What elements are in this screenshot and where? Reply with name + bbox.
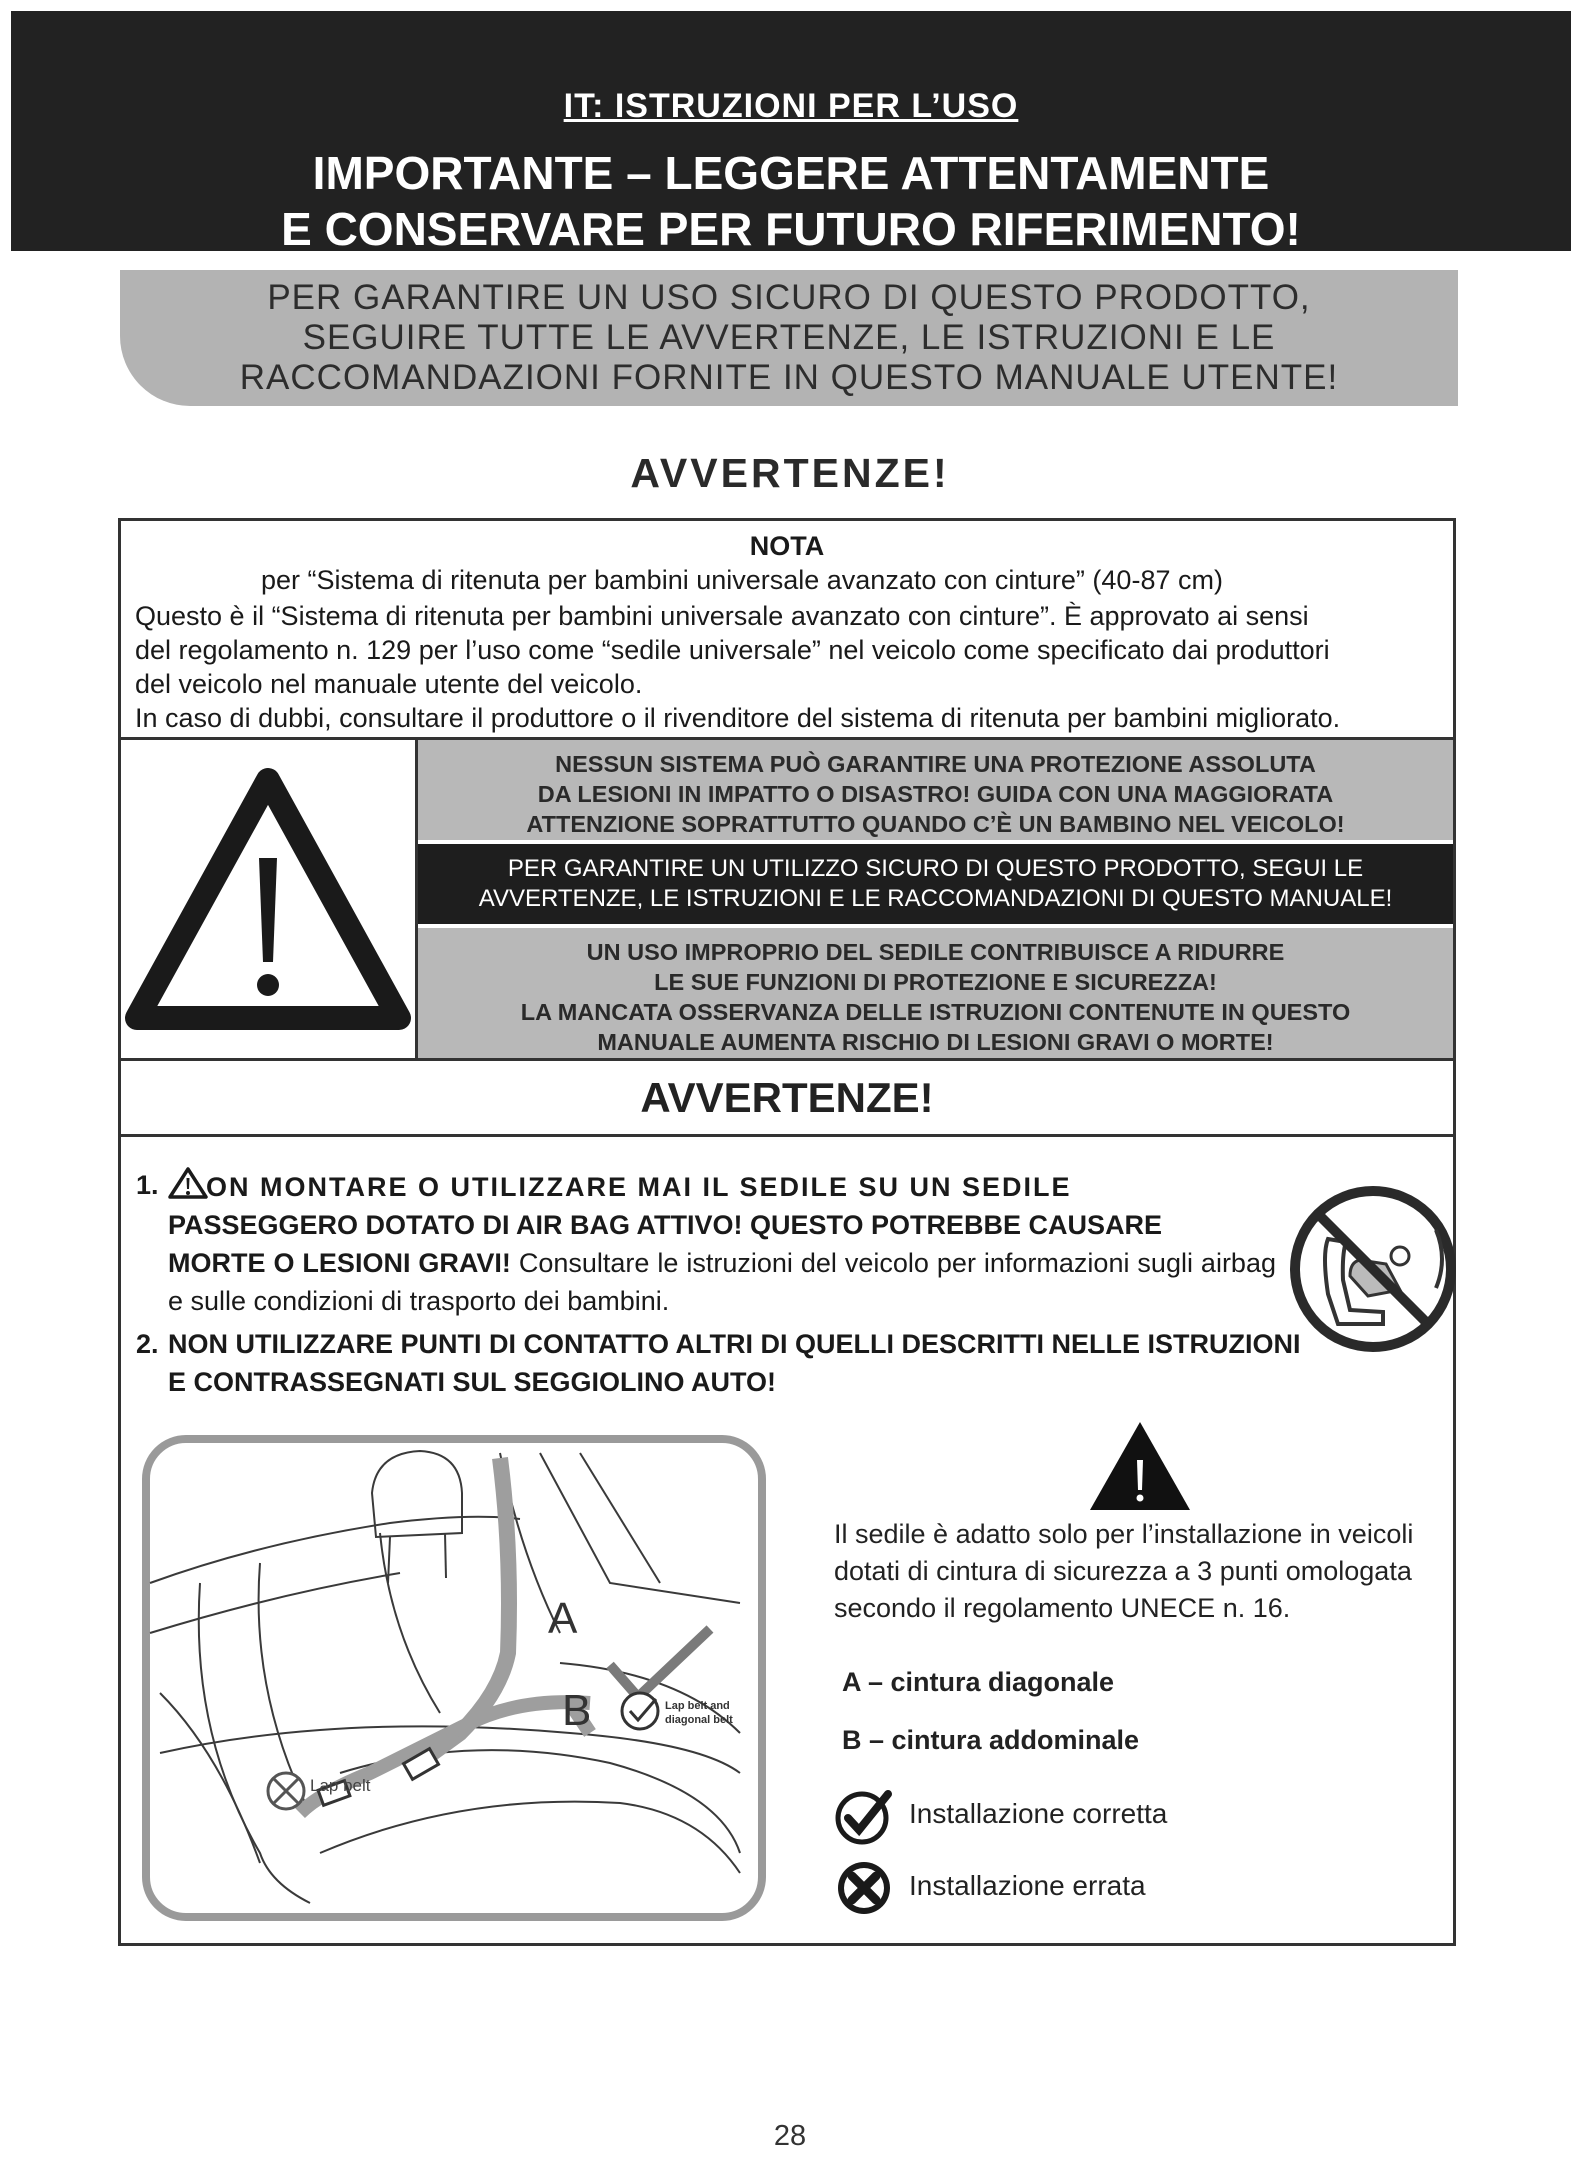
- page-headline: [11, 145, 1571, 257]
- page-header: [11, 11, 1571, 255]
- warning-text: ATTENZIONE SOPRATTUTTO QUANDO C’È UN BAMBINO NEL VEICOLO!: [526, 811, 1345, 837]
- label-b: B: [562, 1686, 592, 1735]
- warning-text: MANUALE AUMENTA RISCHIO DI LESIONI GRAVI O MORTE!: [597, 1029, 1274, 1055]
- page-number: 28: [773, 2120, 807, 2152]
- item-number: 1.: [136, 1170, 159, 1200]
- caution-triangle-icon: [1088, 1420, 1192, 1512]
- item-1-bold-line-3: MORTE O LESIONI GRAVI!: [168, 1248, 511, 1278]
- label-a: A: [548, 1594, 578, 1643]
- safety-banner: [120, 270, 1458, 406]
- nota-line-3: del veicolo nel manuale utente del veicolo.: [135, 669, 643, 699]
- legend-correct-label: Installazione corretta: [909, 1798, 1168, 1829]
- lap-diag-label-2: diagonal belt: [665, 1714, 733, 1726]
- banner-line-1: PER GARANTIRE UN USO SICURO DI QUESTO PRODOTTO,: [267, 278, 1311, 317]
- caution-triangle-wrapper: [1088, 1420, 1192, 1512]
- warning-text: PER GARANTIRE UN UTILIZZO SICURO DI QUESTO PRODOTTO, SEGUI LE: [507, 855, 1364, 882]
- lap-belt-label: Lap belt: [310, 1776, 371, 1795]
- warning-text: LE SUE FUNZIONI DI PROTEZIONE E SICUREZZA!: [654, 969, 1217, 995]
- lap-diag-label-1: Lap belt and: [665, 1700, 730, 1712]
- seat-belt-illustration: [140, 1433, 768, 1923]
- nota-title: NOTA: [749, 531, 825, 561]
- warnings-title-2: AVVERTENZE!: [640, 1074, 934, 1121]
- item-number: 2.: [136, 1329, 159, 1359]
- warning-triangle-icon: [121, 740, 415, 1058]
- headline-line-2: E CONSERVARE PER FUTURO RIFERIMENTO!: [281, 203, 1301, 255]
- divider: [121, 1058, 1453, 1061]
- item-1-normal-text: Consultare le istruzioni del veicolo per informazioni sugli airbag e sulle condizioni di trasporto dei bambini.: [168, 1248, 1276, 1316]
- check-circle-icon: [834, 1786, 894, 1846]
- label-b-description: B – cintura addominale: [842, 1725, 1140, 1755]
- correct-circle-icon: [622, 1693, 658, 1729]
- warning-row-2: [418, 844, 1453, 924]
- seat-info-line-3: secondo il regolamento UNECE n. 16.: [834, 1593, 1291, 1623]
- nota-section: [121, 521, 1453, 736]
- item-2-text: NON UTILIZZARE PUNTI DI CONTATTO ALTRI DI QUELLI DESCRITTI NELLE ISTRUZIONI E CONTRASSEGNATI SUL SEGGIOLINO AUTO!: [168, 1329, 1301, 1397]
- x-circle-icon: [834, 1858, 894, 1918]
- banner-line-3: RACCOMANDAZIONI FORNITE IN QUESTO MANUALE UTENTE!: [239, 358, 1339, 397]
- legend-wrong-label: Installazione errata: [909, 1870, 1146, 1901]
- seat-info-text: [834, 1516, 1454, 1627]
- seat-info-line-2: dotati di cintura di sicurezza a 3 punti omologata: [834, 1556, 1412, 1586]
- warning-text: AVVERTENZE, LE ISTRUZIONI E LE RACCOMANDAZIONI DI QUESTO MANUALE!: [478, 885, 1393, 912]
- nota-body: [135, 599, 1455, 735]
- warning-row-3: [418, 928, 1453, 1058]
- headline-line-1: IMPORTANTE – LEGGERE ATTENTAMENTE: [312, 147, 1270, 199]
- nota-line-2: del regolamento n. 129 per l’uso come “sedile universale” nel veicolo come specificato dai produttori: [135, 635, 1330, 665]
- warning-text: UN USO IMPROPRIO DEL SEDILE CONTRIBUISCE A RIDURRE: [586, 939, 1285, 965]
- car-seat-illustration: [140, 1433, 768, 1923]
- warning-row-1: [418, 740, 1453, 840]
- nota-line-1: Questo è il “Sistema di ritenuta per bambini universale avanzato con cinture”. È approvato ai sensi: [135, 601, 1309, 631]
- warning-text: DA LESIONI IN IMPATTO O DISASTRO! GUIDA CON UNA MAGGIORATA: [537, 781, 1334, 807]
- seat-info-line-1: Il sedile è adatto solo per l’installazione in veicoli: [834, 1519, 1414, 1549]
- warnings-title: AVVERTENZE!: [630, 450, 950, 496]
- nota-subtitle: per “Sistema di ritenuta per bambini universale avanzato con cinture” (40-87 cm): [261, 565, 1223, 595]
- item-1-bold-line-2: PASSEGGERO DOTATO DI AIR BAG ATTIVO! QUESTO POTREBBE CAUSARE: [168, 1210, 1163, 1240]
- label-a-description: A – cintura diagonale: [842, 1667, 1115, 1697]
- warning-text: LA MANCATA OSSERVANZA DELLE ISTRUZIONI CONTENUTE IN QUESTO: [520, 999, 1351, 1025]
- warning-item-1: [136, 1166, 1276, 1320]
- warning-item-2: [136, 1325, 1336, 1401]
- item-1-bold-line-1: ON MONTARE O UTILIZZARE MAI IL SEDILE SU UN SEDILE: [206, 1172, 1072, 1202]
- warning-triangle-cell: [121, 740, 415, 1058]
- divider: [121, 1134, 1453, 1137]
- warning-text: NESSUN SISTEMA PUÒ GARANTIRE UNA PROTEZIONE ASSOLUTA: [555, 751, 1316, 777]
- language-title: IT: ISTRUZIONI PER L’USO: [563, 87, 1019, 125]
- nota-line-4: In caso di dubbi, consultare il produttore o il rivenditore del sistema di ritenuta per bambini migliorato.: [135, 703, 1341, 733]
- banner-line-2: SEGUIRE TUTTE LE AVVERTENZE, LE ISTRUZIONI E LE: [302, 318, 1276, 357]
